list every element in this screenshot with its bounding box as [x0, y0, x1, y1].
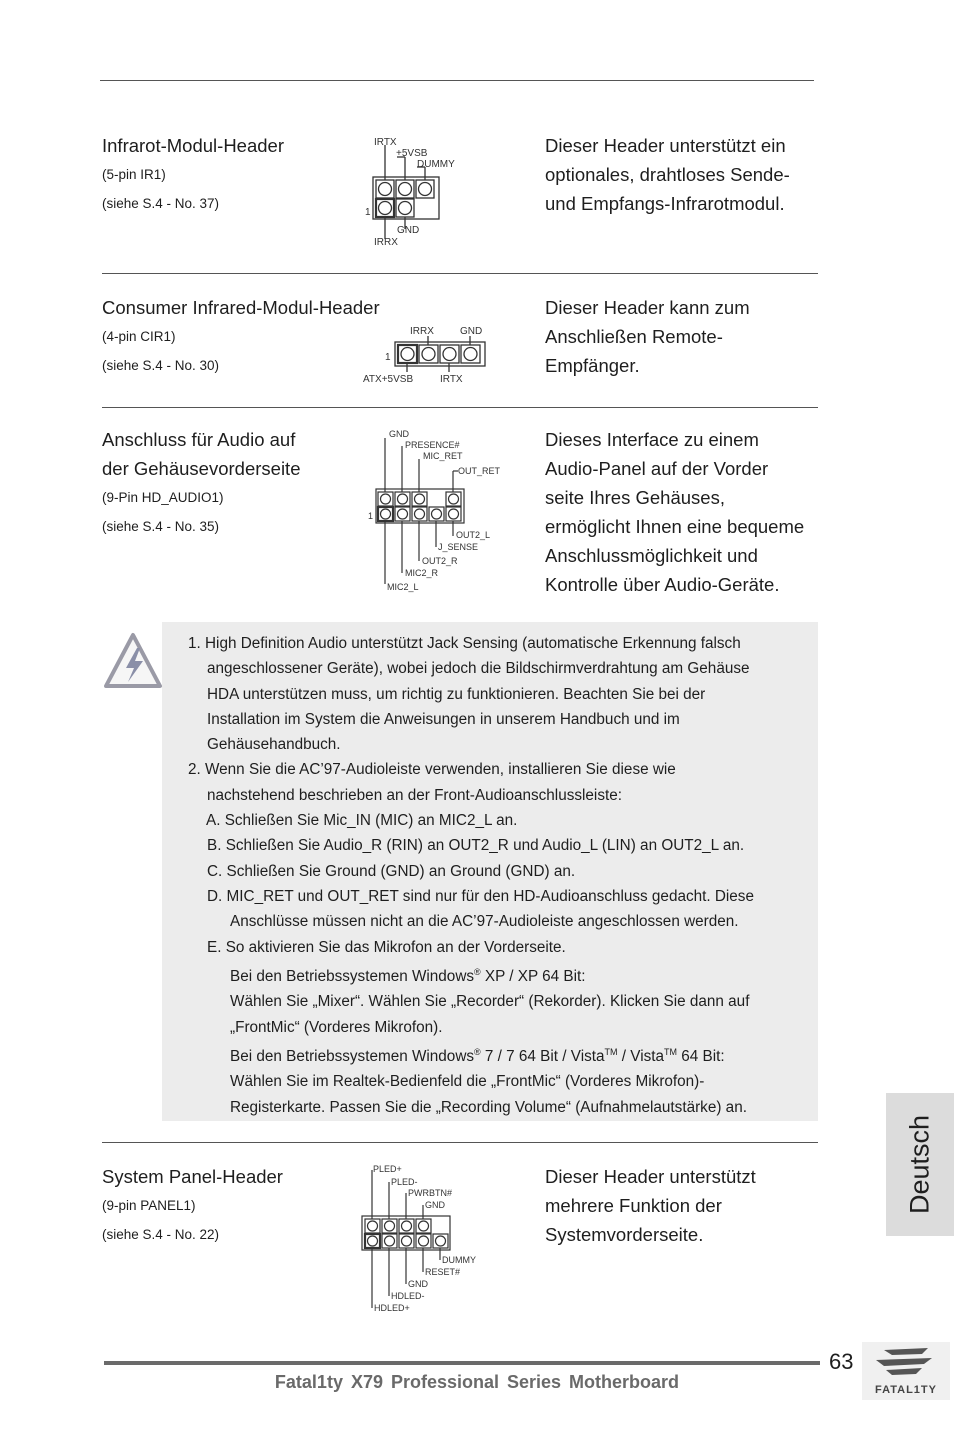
panel-header-diagram: [356, 1160, 486, 1315]
panel-label-hdled-minus: HDLED-: [391, 1291, 425, 1301]
note-step-e: E. So aktivieren Sie das Mikrofon an der Vorderseite.: [207, 938, 566, 956]
panel-label-pwrbtn: PWRBTN#: [408, 1188, 453, 1198]
cir-label-pin1: 1: [385, 352, 391, 363]
ir-header-ref: (siehe S.4 - No. 37): [102, 196, 220, 211]
section-divider: [102, 273, 818, 274]
ir-header-description: Dieser Header unterstützt ein optionales, drahtloses Sende- und Empfangs-Infrarotmodul.: [545, 135, 790, 214]
audio-header-diagram: [366, 426, 511, 598]
note-step-a: A. Schließen Sie Mic_IN (MIC) an MIC2_L an.: [206, 812, 518, 830]
ir-label-5vsb: +5VSB: [396, 148, 428, 159]
panel-header-title: System Panel-Header: [102, 1166, 283, 1187]
ir-header-title: Infrarot-Modul-Header: [102, 135, 284, 156]
panel-label-pled-minus: PLED-: [391, 1177, 418, 1187]
panel-label-reset: RESET#: [425, 1267, 461, 1277]
ir-label-pin1: 1: [365, 207, 371, 218]
note-step-c: C. Schließen Sie Ground (GND) an Ground (GND) an.: [207, 862, 576, 880]
panel-label-gnd-top: GND: [425, 1200, 445, 1210]
cir-header-diagram: [360, 320, 495, 386]
warning-lightning-icon: [102, 630, 164, 692]
language-tab-label: Deutsch: [904, 1114, 935, 1215]
audio-label-mic2-r: MIC2_R: [405, 568, 439, 578]
footer-bar: [104, 1361, 820, 1365]
audio-label-presence: PRESENCE#: [405, 440, 460, 450]
audio-header-ref: (siehe S.4 - No. 35): [102, 519, 220, 534]
audio-label-j-sense: J_SENSE: [438, 542, 479, 552]
section-divider: [102, 407, 818, 408]
audio-label-out-ret: OUT_RET: [458, 466, 501, 476]
logo-text: FATAL1TY: [875, 1384, 937, 1396]
audio-label-pin1: 1: [368, 511, 374, 521]
audio-label-gnd: GND: [389, 429, 409, 439]
note-step-d: D. MIC_RET und OUT_RET sind nur für den HD-Audioanschluss gedacht. Diese: [207, 887, 754, 905]
cir-header-description: Dieser Header kann zum Anschließen Remote- Empfänger.: [545, 297, 750, 376]
panel-header-description: Dieser Header unterstützt mehrere Funktion der Systemvorderseite.: [545, 1166, 756, 1245]
note-text: 1. High Definition Audio unterstützt Jack Sensing (automatische Erkennung falsch angeschlossener Geräte), wobei jedoch die Bildschirmverdrahtung am Gehäuse HDA unterstützen muss, um richtig zu funktionieren. Beachten Sie bei der Installation im System die Anweisungen in unserem Handbuch und im Gehäusehandbuch. 2. Wenn Sie die AC’97-Audioleiste verwenden, installieren Sie diese wie nachstehend beschrieben an der Front-Audioanschlussleiste: A. Schließen Sie Mic_IN (MIC) an MIC2_L an. B. Schließen Sie Audio_R (RIN) an OUT2_R und Audio_L (LIN) an OUT2_L an. C. Schließen Sie Ground (GND) an Ground (GND) an. D. MIC_RET und OUT_RET sind nur für den HD-Audioanschluss gedacht. Diese Anschlüsse müssen nicht an die AC’97-Audioleiste angeschlossen werden. E. So aktivieren Sie das Mikrofon an der Vorderseite. Bei den Betriebssystemen Windows® XP / XP 64 Bit: Wählen Sie „Mixer“. Wählen Sie „Recorder“ (Rekorder). Klicken Sie dann auf „FrontMic“ (Vorderes Mikrofon). Bei den Betriebssystemen Windows® 7 / 7 64 Bit / Vista™ / Vista™ 64 Bit: Wählen Sie im Realtek-Bedienfeld die „FrontMic“ (Vorderes Mikrofon)- Registerkarte. Passen Sie die „Recording Volume“ (Aufnahmelautstärke) an.: [188, 631, 814, 1120]
section-divider: [102, 1142, 818, 1143]
panel-header-ref: (siehe S.4 - No. 22): [102, 1227, 220, 1242]
page-number: 63: [829, 1349, 854, 1374]
cir-header-ref: (siehe S.4 - No. 30): [102, 358, 220, 373]
audio-label-out2-l: OUT2_L: [456, 530, 491, 540]
ir-label-gnd: GND: [397, 225, 420, 236]
audio-header-pins: (9-Pin HD_AUDIO1): [102, 490, 224, 505]
panel-label-pled-plus: PLED+: [373, 1164, 402, 1174]
cir-label-irrx: IRRX: [410, 326, 434, 337]
panel-label-gnd-bottom: GND: [408, 1279, 428, 1289]
cir-header-title: Consumer Infrared-Modul-Header: [102, 297, 380, 318]
cir-label-atx5vsb: ATX+5VSB: [363, 374, 414, 385]
audio-header-title: Anschluss für Audio auf der Gehäusevorderseite: [102, 429, 301, 479]
note-step-b: B. Schließen Sie Audio_R (RIN) an OUT2_R und Audio_L (LIN) an OUT2_L an.: [207, 837, 745, 855]
top-rule: [100, 80, 814, 81]
ir-label-dummy: DUMMY: [417, 159, 455, 170]
panel-label-hdled-plus: HDLED+: [374, 1303, 410, 1313]
note-item-1: 1. High Definition Audio unterstützt Jack Sensing (automatische Erkennung falsch: [188, 635, 741, 652]
ir-header-pins: (5-pin IR1): [102, 167, 166, 182]
ir-label-irtx: IRTX: [374, 137, 397, 148]
panel-header-pins: (9-pin PANEL1): [102, 1198, 196, 1213]
fatal1ty-logo: [862, 1342, 950, 1400]
footer-title: Fatal1ty X79 Professional Series Motherboard: [274, 1372, 680, 1392]
audio-header-description: Dieses Interface zu einem Audio-Panel auf der Vorder seite Ihres Gehäuses, ermöglicht Ihnen eine bequeme Anschlussmöglichkeit und Kontrolle über Audio-Geräte.: [545, 429, 805, 595]
panel-label-dummy: DUMMY: [442, 1255, 476, 1265]
note-item-2: 2. Wenn Sie die AC’97-Audioleiste verwenden, installieren Sie diese wie: [188, 761, 676, 779]
cir-label-irtx: IRTX: [440, 374, 463, 385]
cir-label-gnd: GND: [460, 326, 483, 337]
audio-label-mic-ret: MIC_RET: [423, 451, 463, 461]
language-tab: [886, 1093, 954, 1236]
ir-label-irrx: IRRX: [374, 237, 398, 248]
audio-label-mic2-l: MIC2_L: [387, 582, 419, 592]
audio-label-out2-r: OUT2_R: [422, 556, 458, 566]
ir-header-diagram: [362, 133, 472, 251]
cir-header-pins: (4-pin CIR1): [102, 329, 176, 344]
